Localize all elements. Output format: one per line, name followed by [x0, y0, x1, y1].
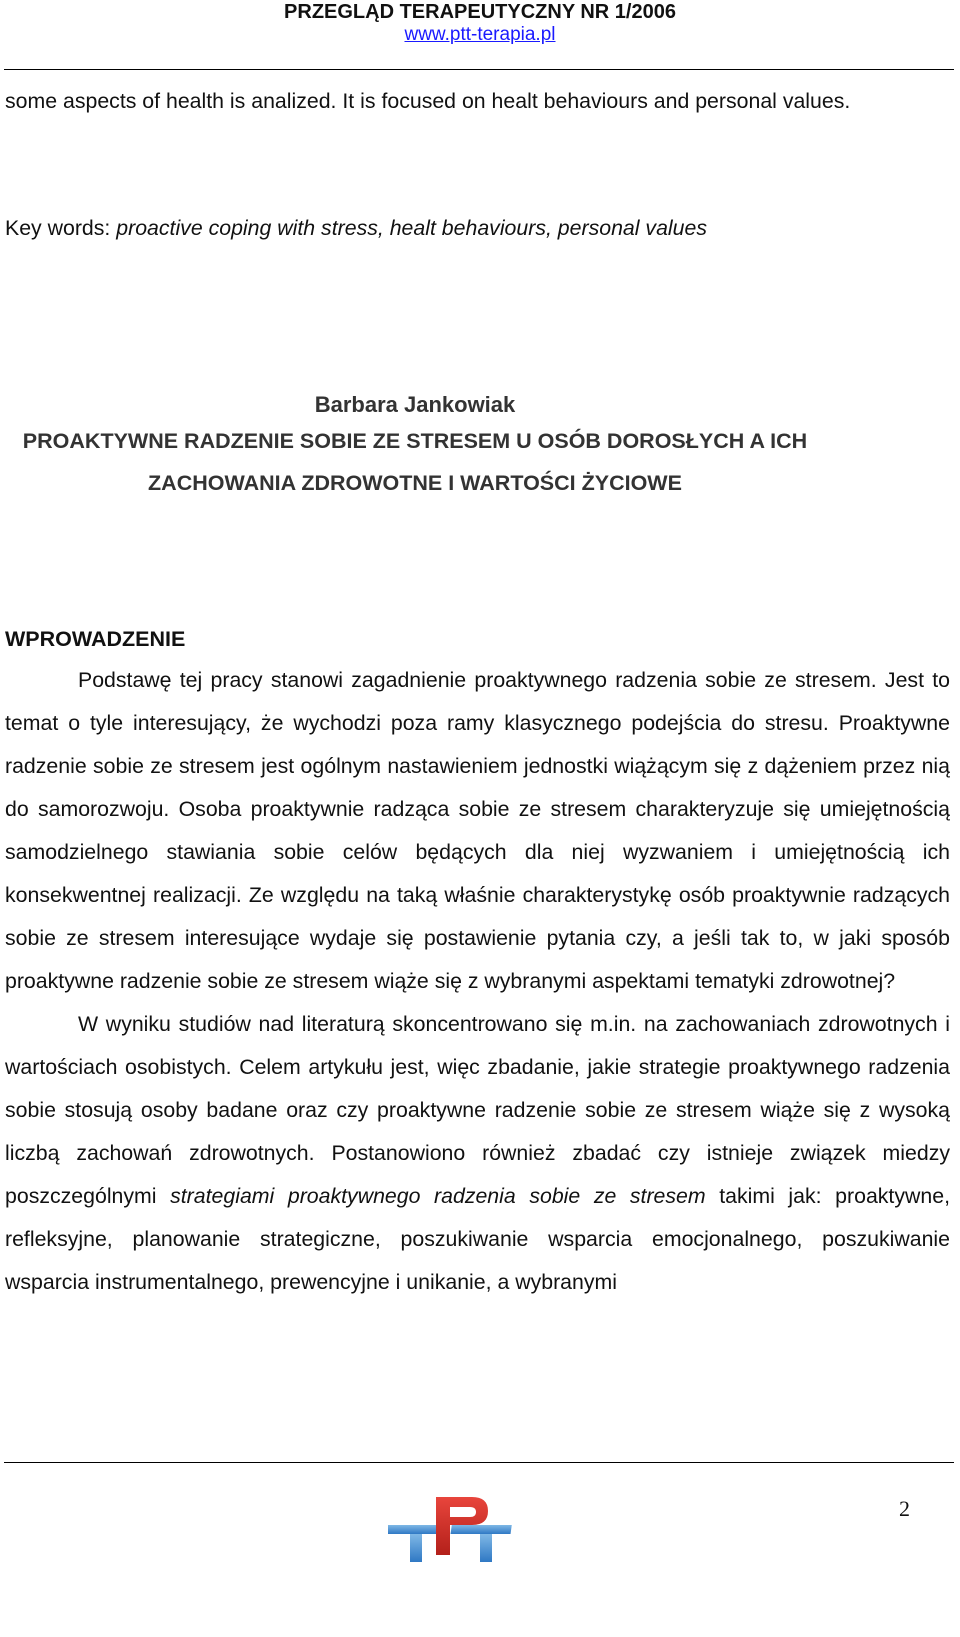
keywords-label: Key words:	[5, 216, 117, 240]
abstract-continuation	[5, 80, 950, 123]
keywords-line	[5, 215, 707, 241]
journal-website-link[interactable]: www.ptt-terapia.pl	[404, 24, 556, 45]
section-body	[5, 659, 950, 1304]
keywords-terms: proactive coping with stress, healt behaviours, personal values	[116, 216, 707, 240]
paragraph-2	[5, 1003, 950, 1304]
header-divider	[4, 69, 954, 70]
footer-divider	[4, 1462, 954, 1463]
article-title-line-1: PROAKTYWNE RADZENIE SOBIE ZE STRESEM U OSÓB DOROSŁYCH A ICH	[22, 429, 808, 453]
journal-title: PRZEGLĄD TERAPEUTYCZNY NR 1/2006	[284, 1, 676, 23]
article-author: Barbara Jankowiak	[314, 392, 516, 417]
paragraph-1: Podstawę tej pracy stanowi zagadnienie proaktywnego radzenia sobie ze stresem. Jest to temat o tyle interesujący, że wychodzi poza ramy klasycznego podejścia do stresu. Proaktywne radzenie sobie ze stresem jest ogólnym nastawieniem jednostki wiążącym się z dążeniem przez nią do samorozwoju. Osoba proaktywnie radząca sobie ze stresem charakteryzuje się umiejętnością samodzielnego stawiania sobie celów będących dla niej wyzwaniem i umiejętnością ich konsekwentnej realizacji. Ze względu na taką właśnie charakterystykę osób proaktywnie radzących sobie ze stresem interesujące wydaje się postawienie pytania czy, a jeśli tak to, w jaki sposób proaktywne radzenie sobie ze stresem wiąże się z wybranymi aspektami tematyki zdrowotnej?	[5, 668, 950, 993]
paragraph-2-text-a: W wyniku studiów nad literaturą skoncentrowano się m.in. na zachowaniach zdrowotnych i wartościach osobistych. Celem artykułu jest, więc zbadanie, jakie strategie proaktywnego radzenia sobie stosują osoby badane oraz czy proaktywne radzenie sobie ze stresem wiąże się z wysoką liczbą zachowań zdrowotnych. Postanowiono również zbadać czy istnieje związek miedzy poszczególnymi	[5, 1012, 950, 1208]
article-title-line-2: ZACHOWANIA ZDROWOTNE I WARTOŚCI ŻYCIOWE	[148, 471, 682, 495]
paragraph-2-emphasis: strategiami proaktywnego radzenia sobie ze stresem	[170, 1184, 706, 1208]
abstract-text: some aspects of health is analized. It is focused on healt behaviours and personal values.	[5, 89, 851, 113]
ptt-logo-icon	[388, 1495, 518, 1563]
article-title	[0, 420, 830, 504]
page-number: 2	[899, 1496, 910, 1521]
ptt-logo-graphic	[388, 1495, 518, 1563]
page-header	[0, 0, 960, 46]
paragraph-2-text-b: takimi jak: proaktywne, refleksyjne, planowanie strategiczne, poszukiwanie wsparcia emocjonalnego, poszukiwanie wsparcia instrumentalnego, prewencyjne i unikanie, a wybranymi	[5, 1184, 950, 1294]
section-heading: WPROWADZENIE	[5, 627, 186, 651]
